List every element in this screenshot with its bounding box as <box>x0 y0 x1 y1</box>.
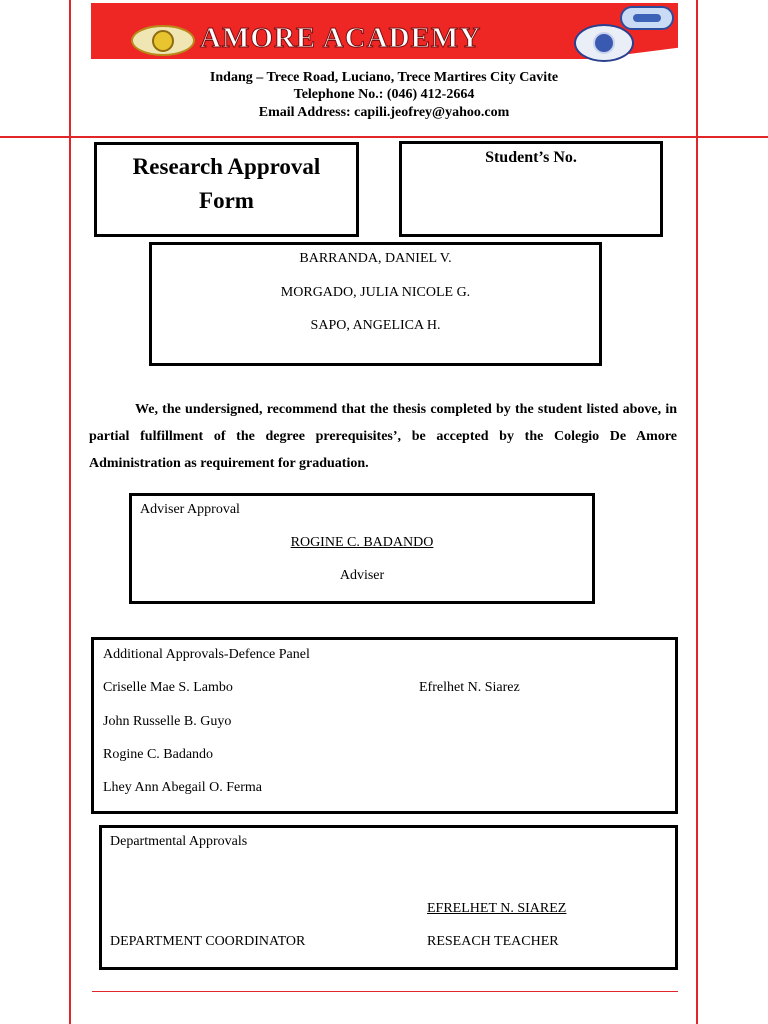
student-name: BARRANDA, DANIEL V. <box>299 251 452 266</box>
deped-seal-icon <box>574 24 634 62</box>
school-telephone: Telephone No.: (046) 412-2664 <box>293 87 475 102</box>
student-number-box <box>399 141 663 237</box>
recommendation-statement: We, the undersigned, recommend that the thesis completed by the student listed above, in partial fulfillment of the degree prerequisites’, be accepted by the Colegio De Amore Administration as requirement for graduation. <box>89 402 677 471</box>
research-teacher-label: RESEACH TEACHER <box>427 934 559 949</box>
school-address: Indang – Trece Road, Luciano, Trece Martires City Cavite <box>209 70 559 85</box>
defence-panel-heading: Additional Approvals-Defence Panel <box>103 647 310 662</box>
student-names-box <box>149 242 602 366</box>
adviser-role: Adviser <box>339 568 385 583</box>
header-separator-rule <box>0 136 768 138</box>
adviser-approval-box <box>129 493 595 604</box>
school-name: AMORE ACADEMY <box>200 22 482 54</box>
panel-member: John Russelle B. Guyo <box>103 714 232 729</box>
panel-member: Lhey Ann Abegail O. Ferma <box>103 780 263 795</box>
accreditation-logo-icon <box>620 6 674 30</box>
panel-member: Rogine C. Badando <box>103 747 214 762</box>
defence-panel-box <box>91 637 678 814</box>
departmental-approvals-heading: Departmental Approvals <box>110 834 248 849</box>
right-margin-rule <box>696 0 698 1024</box>
school-seal-icon <box>131 25 195 56</box>
form-title-box <box>94 142 359 237</box>
departmental-approvals-box <box>99 825 678 970</box>
adviser-name: ROGINE C. BADANDO <box>290 535 434 550</box>
panel-member: Efrelhet N. Siarez <box>419 680 520 695</box>
student-name: MORGADO, JULIA NICOLE G. <box>280 285 471 300</box>
school-email: Email Address: capili.jeofrey@yahoo.com <box>258 105 510 120</box>
panel-member: Criselle Mae S. Lambo <box>103 680 233 695</box>
adviser-approval-heading: Adviser Approval <box>140 502 240 517</box>
left-margin-rule <box>69 0 71 1024</box>
student-number-label: Student’s No. <box>485 149 577 166</box>
student-name: SAPO, ANGELICA H. <box>310 318 441 333</box>
footer-rule <box>92 991 678 992</box>
department-coordinator-label: DEPARTMENT COORDINATOR <box>110 934 306 949</box>
research-teacher-name: EFRELHET N. SIAREZ <box>427 901 567 916</box>
form-title: Research Approval Form <box>132 154 321 213</box>
